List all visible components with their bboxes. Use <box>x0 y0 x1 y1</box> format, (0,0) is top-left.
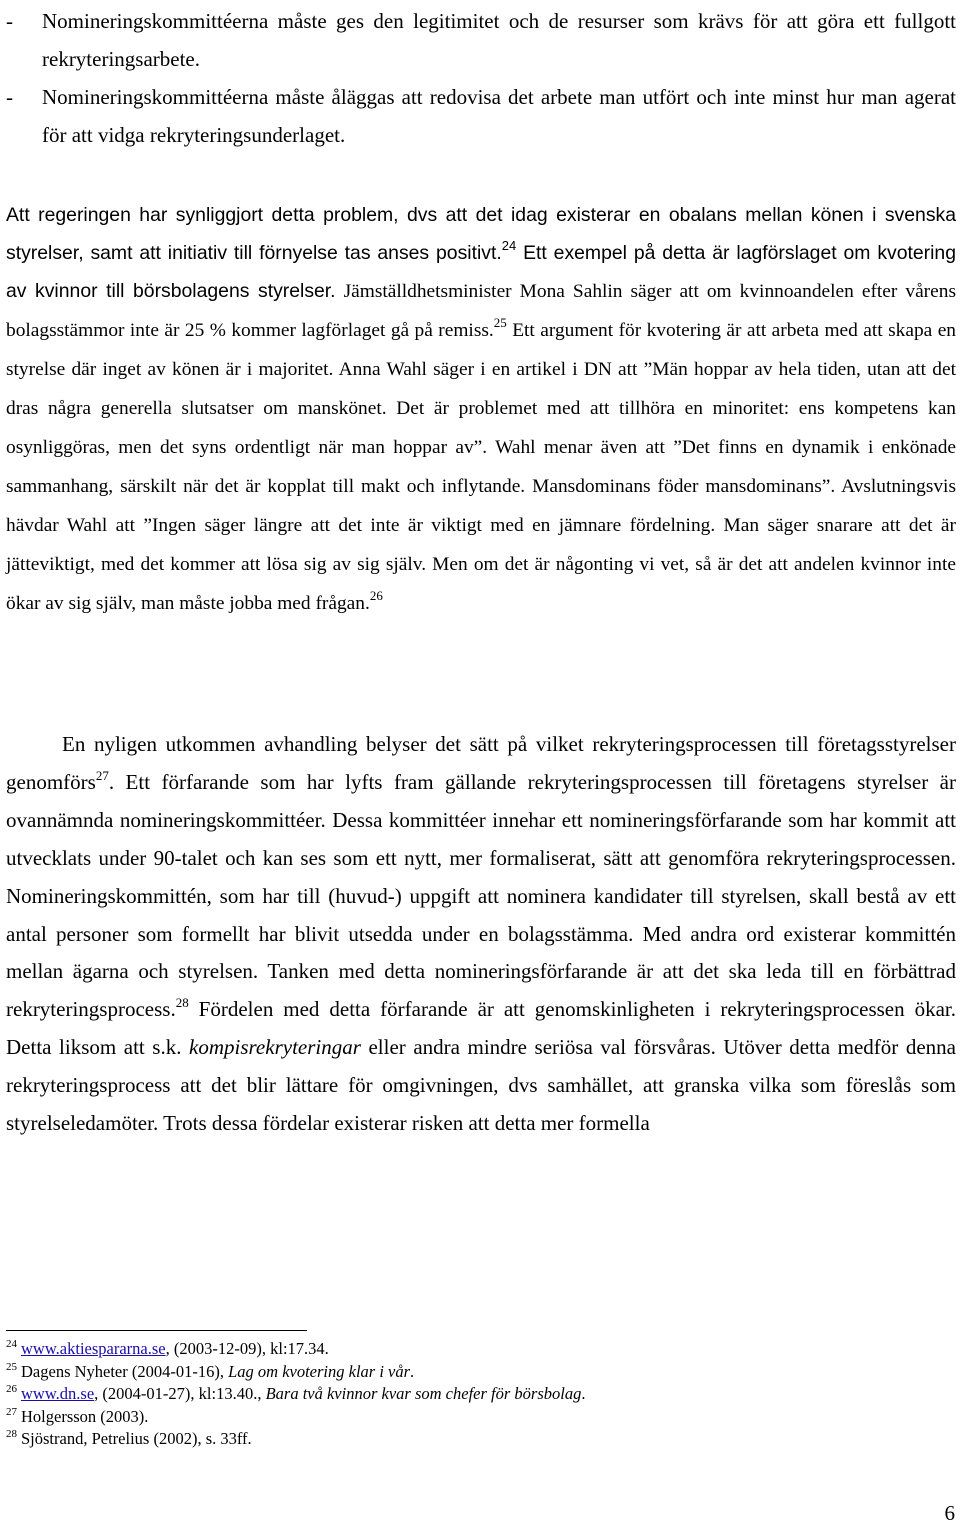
paragraph-text: . Ett förfarande som har lyfts fram gällande rekryteringsprocessen till företagens styrelser är ovannämnda nomineringskommittéer. Dessa kommittéer innehar ett nomineringsförfarande som har kommit att utvecklats under 90-talet och kan ses som ett nytt, mer formaliserat, sätt att genomföra rekryteringsprocessen. Nomineringskommittén, som har till (huvud-) uppgift att nominera kandidater till styrelsen, skall bestå av ett antal personer som formellt har blivit utsedda under en bolagsstämma. Med andra ord existerar kommittén mellan ägarna och styrelsen. Tanken med detta nomineringsförfarande är att det ska leda till en förbättrad rekryteringsprocess. <box>6 769 956 1022</box>
footnote-26 <box>6 1383 956 1406</box>
italic-term: kompisrekryteringar <box>189 1035 361 1060</box>
footnote-27 <box>6 1406 956 1429</box>
footnote-number: 27 <box>6 1405 17 1418</box>
footnote-text: Holgersson (2003). <box>21 1406 149 1426</box>
footnote-ref-28[interactable]: 28 <box>175 995 189 1011</box>
bullet-dash: - <box>6 85 13 109</box>
paragraph-avhandling <box>6 726 956 1143</box>
footnote-ref-26[interactable]: 26 <box>369 588 383 603</box>
footnote-text: Sjöstrand, Petrelius (2002), s. 33ff. <box>21 1429 252 1448</box>
footnote-ref-24[interactable]: 24 <box>501 238 517 253</box>
paragraph-text: Att regeringen har synliggjort detta problem, dvs att det idag existerar en obalans mellan könen i svenska styrelser, samt att initiativ till förnyelse tas anses positivt. <box>6 204 956 264</box>
list-item <box>6 2 956 78</box>
footnote-divider <box>6 1330 307 1331</box>
footnote-text: , (2004-01-27), kl:13.40., <box>94 1384 266 1403</box>
bullet-text: Nomineringskommittéerna måste åläggas att redovisa det arbete man utfört och inte minst hur man agerat för att vidga rekryteringsunderlaget. <box>42 85 956 147</box>
footnote-number: 24 <box>6 1338 17 1350</box>
footnote-title: Lag om kvotering klar i vår <box>228 1361 411 1381</box>
footnote-28 <box>6 1428 956 1451</box>
footnote-text: , (2003-12-09), kl:17.34. <box>165 1339 329 1358</box>
footnote-text: . <box>410 1361 415 1381</box>
paragraph-text: eller andra mindre seriösa val försvåras. Utöver detta medför denna rekryteringsprocess att det blir lättare för omgivningen, dvs samhället, att granska vilka som föreslås som styrelseledamöter. Trots dessa fördelar existerar risken att detta mer formella <box>6 1035 956 1136</box>
footnote-number: 25 <box>6 1360 17 1373</box>
footnote-number: 26 <box>6 1383 17 1395</box>
footnote-ref-25[interactable]: 25 <box>493 315 507 330</box>
footnote-24 <box>6 1338 956 1361</box>
footnote-title: Bara två kvinnor kvar som chefer för börsbolag <box>265 1384 582 1403</box>
paragraph-regeringen <box>6 196 956 623</box>
footnote-text: Dagens Nyheter (2004-01-16), <box>21 1361 229 1381</box>
bullet-dash: - <box>6 9 13 33</box>
footnote-25 <box>6 1361 956 1384</box>
footnotes <box>6 1338 956 1451</box>
paragraph-text: En nyligen utkommen avhandling belyser det sätt på vilket rekryteringsprocessen till företagsstyrelser genomförs <box>6 732 956 794</box>
bullet-text: Nomineringskommittéerna måste ges den legitimitet och de resurser som krävs för att göra ett fullgott rekryteringsarbete. <box>42 9 956 71</box>
page-number: 6 <box>944 1501 955 1525</box>
footnote-ref-27[interactable]: 27 <box>95 767 109 783</box>
paragraph-text: Ett exempel på detta är lagförslaget om kvotering av kvinnor till börsbolagens styrelser. <box>6 242 956 302</box>
footnote-number: 28 <box>6 1428 17 1440</box>
paragraph-text: Jämställdhetsminister Mona Sahlin säger att om kvinnoandelen efter vårens bolagsstämmor inte är 25 % kommer lagförlaget gå på remiss. <box>6 281 956 341</box>
footnote-link-aktiespararna[interactable]: www.aktiespararna.se <box>21 1339 166 1358</box>
footnote-link-dn[interactable]: www.dn.se <box>21 1384 95 1403</box>
paragraph-text: Fördelen med detta förfarande är att genomskinligheten i rekryteringsprocessen ökar. Detta liksom att s.k. <box>6 997 956 1060</box>
paragraph-text: Ett argument för kvotering är att arbeta med att skapa en styrelse där inget av könen är i majoritet. Anna Wahl säger i en artikel i DN att ”Män hoppar av hela tiden, utan att det dras några generella slutsatser om manskönet. Det är problemet med att tillhöra en minoritet: ens kompetens kan osynliggöras, men det syns ordentligt när man hoppar av”. Wahl menar även att ”Det finns en dynamik i enkönade sammanhang, särskilt när det är kopplat till makt och inflytande. Mansdominans föder mansdominans”. Avslutningsvis hävdar Wahl att ”Ingen säger längre att det inte är viktigt med en jämnare fördelning. Man säger snarare att det är jätteviktigt, med det kommer att lösa sig av sig själv. Men om det är någonting vi vet, så är det att andelen kvinnor inte ökar av sig själv, man måste jobba med frågan. <box>6 320 956 614</box>
footnote-text: . <box>581 1384 586 1403</box>
bullet-list <box>6 2 956 154</box>
list-item <box>6 78 956 154</box>
